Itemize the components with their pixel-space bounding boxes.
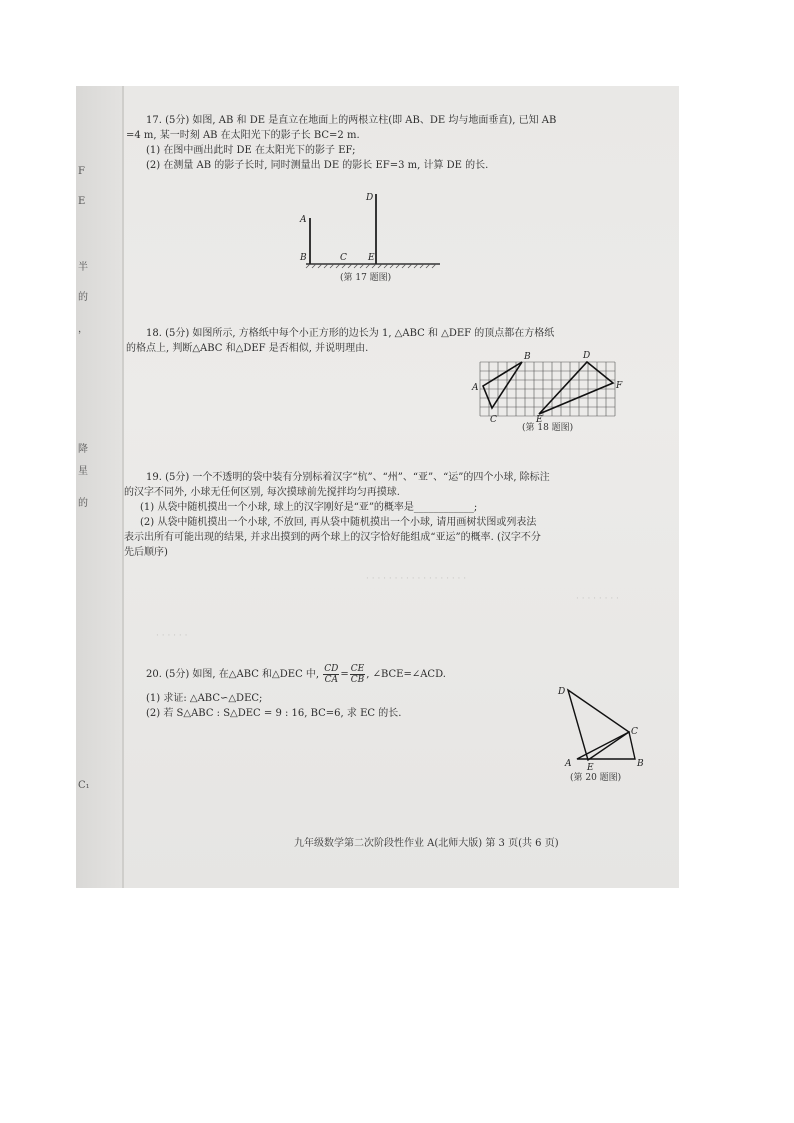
question-20-suffix: , ∠BCE=∠ACD. (366, 669, 446, 680)
label-a: A (300, 215, 307, 225)
question-18-line: 18. (5分) 如图所示, 方格纸中每个小正方形的边长为 1, △ABC 和 △DEF 的顶点都在方格纸 (146, 328, 555, 339)
label-e: E (587, 763, 594, 770)
label-b: B (300, 253, 307, 263)
figure-20 (555, 682, 650, 770)
question-19-line: 的汉字不同外, 小球无任何区别, 每次摸球前先搅拌均匀再摸球. (124, 487, 400, 498)
margin-mark: C₁ (78, 780, 90, 791)
equals-sign: = (340, 669, 349, 680)
question-17-line: =4 m, 某一时刻 AB 在太阳光下的影子长 BC=2 m. (126, 130, 360, 141)
label-c: C (340, 253, 347, 263)
margin-mark: E (78, 196, 86, 207)
triangle-def (539, 362, 613, 414)
triangle-dec (568, 690, 629, 760)
margin-mark: ， (78, 324, 88, 335)
question-17-line: (1) 在图中画出此时 DE 在太阳光下的影子 EF; (146, 145, 356, 156)
question-20 (146, 664, 446, 721)
page-footer: 九年级数学第二次阶段性作业 A(北师大版) 第 3 页(共 6 页) (294, 838, 559, 849)
question-17-line: 17. (5分) 如图, AB 和 DE 是直立在地面上的两根立柱(即 AB、DE 均与地面垂直), 已知 AB (146, 115, 557, 126)
figure-20-caption: (第 20 题图) (570, 773, 622, 783)
question-19-line: (2) 从袋中随机摸出一个小球, 不放回, 再从袋中随机摸出一个小球, 请用画树状图或列表法 (140, 517, 537, 528)
label-d: D (583, 351, 591, 361)
margin-mark: 的 (78, 498, 88, 509)
label-d: D (558, 687, 566, 697)
question-17 (126, 113, 557, 173)
triangle-abc (577, 732, 635, 759)
figure-18-caption: (第 18 题图) (522, 423, 574, 433)
label-a: A (472, 383, 479, 393)
label-a: A (565, 759, 572, 769)
label-e: E (536, 415, 543, 425)
question-18-line: 的格点上, 判断△ABC 和△DEF 是否相似, 并说明理由. (126, 343, 369, 354)
margin-mark: 的 (78, 292, 88, 303)
margin-mark: 半 (78, 262, 88, 273)
label-d: D (366, 193, 374, 203)
margin-mark: 星 (78, 466, 88, 477)
question-19-line: 表示出所有可能出现的结果, 并求出摸到的两个球上的汉字恰好能组成“亚运”的概率. (汉字不分 (124, 532, 541, 543)
label-e: E (368, 253, 375, 263)
scanned-page: F E 半 的 ， 降 星 的 C₁ · · · · · · · · · · · · · · · · · · · · · · · · · · · · · · · · (76, 86, 679, 888)
question-20-prefix: 20. (5分) 如图, 在△ABC 和△DEC 中, (146, 669, 320, 680)
label-b: B (524, 352, 531, 362)
question-20-part-1: (1) 求证: △ABC∽△DEC; (146, 693, 263, 704)
figure-17 (290, 188, 450, 280)
figure-18 (468, 348, 628, 430)
label-c: C (631, 727, 638, 737)
question-19-line: 19. (5分) 一个不透明的袋中装有分别标着汉字“杭”、“州”、“亚”、“运”的四个小球, 除标注 (146, 472, 550, 483)
label-b: B (637, 759, 644, 769)
question-20-part-2: (2) 若 S△ABC : S△DEC = 9 : 16, BC=6, 求 EC 的长. (146, 708, 402, 719)
margin-mark: F (78, 166, 85, 177)
question-20-stem (146, 664, 446, 685)
question-19-line: (1) 从袋中随机摸出一个小球, 球上的汉字刚好是“亚”的概率是____________; (140, 502, 478, 513)
question-17-line: (2) 在测量 AB 的影子长时, 同时测量出 DE 的影长 EF=3 m, 计算 DE 的长. (146, 160, 489, 171)
question-19 (124, 470, 550, 560)
figure-17-caption: (第 17 题图) (340, 273, 392, 283)
fraction-ce-cb: $\frac{CE}{CB}$ (350, 664, 365, 685)
label-f: F (616, 381, 623, 391)
label-c: C (490, 415, 497, 425)
fraction-cd-ca: $\frac{CD}{CA}$ (324, 664, 339, 685)
margin-mark: 降 (78, 444, 88, 455)
question-19-line: 先后顺序) (124, 547, 168, 558)
